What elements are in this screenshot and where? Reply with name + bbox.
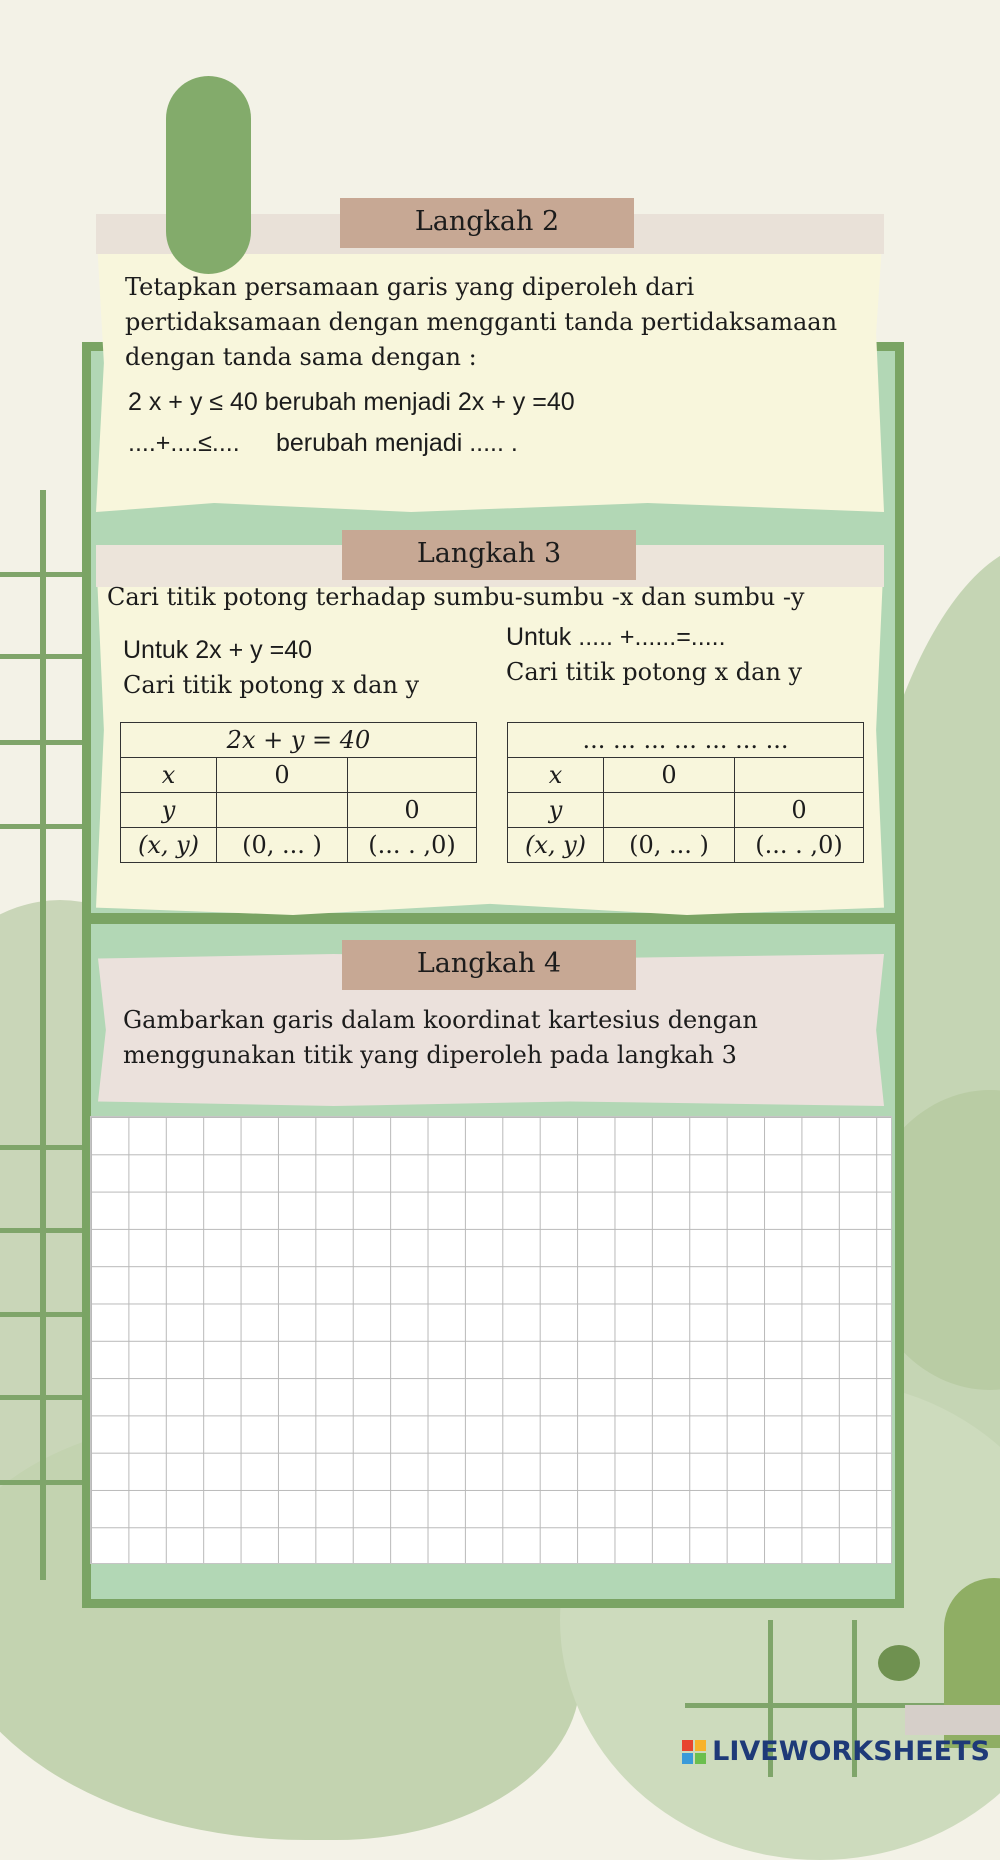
left-table-cell: x [121, 758, 217, 793]
left-table-input-cell[interactable] [348, 758, 477, 793]
liveworksheets-logo[interactable] [682, 1736, 990, 1767]
right-table-title[interactable]: ... ... ... ... ... ... ... [508, 723, 864, 758]
langkah3-title: Langkah 3 [342, 530, 636, 580]
left-equation-label: Untuk 2x + y =40 [123, 636, 313, 664]
langkah2-instruction-line3: dengan tanda sama dengan : [125, 343, 477, 371]
grid-line-decoration [0, 1145, 90, 1150]
grid-line-decoration [0, 1395, 90, 1400]
langkah2-blank-equation[interactable]: berubah menjadi ..... . [276, 429, 518, 457]
right-table-input-cell[interactable]: (0, ... ) [604, 828, 735, 863]
grid-line-decoration [0, 1228, 90, 1233]
left-table-cell: 0 [217, 758, 348, 793]
langkah2-example: 2 x + y ≤ 40 berubah menjadi 2x + y =40 [128, 388, 575, 416]
cactus-pot-decoration [905, 1705, 1000, 1735]
brand-text: LIVEWORKSHEETS [712, 1736, 990, 1767]
right-table-input-cell[interactable]: (... . ,0) [735, 828, 864, 863]
cartesian-drawing-grid[interactable] [90, 1116, 892, 1564]
left-table-cell: y [121, 793, 217, 828]
grid-line-decoration [0, 572, 90, 577]
langkah3-intro: Cari titik potong terhadap sumbu-sumbu -x dan sumbu -y [107, 583, 805, 611]
right-instruction: Cari titik potong x dan y [506, 658, 803, 686]
right-equation-blank[interactable]: Untuk ..... +......=..... [506, 623, 726, 651]
table-row [121, 793, 477, 828]
grid-line-decoration [0, 654, 90, 659]
section-divider [82, 913, 904, 924]
right-table-cell: 0 [604, 758, 735, 793]
langkah4-instruction-line2: menggunakan titik yang diperoleh pada langkah 3 [123, 1041, 737, 1069]
table-row [121, 758, 477, 793]
grid-line-decoration [0, 740, 90, 745]
grid-line-decoration [0, 1480, 90, 1485]
left-table-title: 2x + y = 40 [121, 723, 477, 758]
table-row [508, 793, 864, 828]
right-table-cell: x [508, 758, 604, 793]
langkah4-instruction-line1: Gambarkan garis dalam koordinat kartesius dengan [123, 1006, 758, 1034]
right-table-cell: 0 [735, 793, 864, 828]
right-table-input-cell[interactable] [735, 758, 864, 793]
grid-line-decoration [0, 1312, 90, 1317]
right-table-cell: y [508, 793, 604, 828]
langkah2-instruction-line1: Tetapkan persamaan garis yang diperoleh dari [125, 273, 695, 301]
left-table-input-cell[interactable]: (... . ,0) [348, 828, 477, 863]
langkah2-title: Langkah 2 [340, 198, 634, 248]
right-table-input-cell[interactable] [604, 793, 735, 828]
table-row [508, 758, 864, 793]
left-table-cell: 0 [348, 793, 477, 828]
langkah4-title: Langkah 4 [342, 940, 636, 990]
left-table-input-cell[interactable]: (0, ... ) [217, 828, 348, 863]
table-row [508, 828, 864, 863]
right-table-cell: (x, y) [508, 828, 604, 863]
left-table-input-cell[interactable] [217, 793, 348, 828]
left-table-cell: (x, y) [121, 828, 217, 863]
table-row [121, 828, 477, 863]
liveworksheets-icon [682, 1740, 706, 1764]
left-instruction: Cari titik potong x dan y [123, 671, 420, 699]
right-intercept-table [507, 722, 864, 863]
left-intercept-table [120, 722, 477, 863]
langkah2-blank-inequality[interactable]: ....+....≤.... [128, 429, 240, 457]
grid-line-decoration [0, 824, 90, 829]
cactus-decoration [878, 1645, 920, 1681]
folder-tab [166, 76, 251, 274]
langkah2-instruction-line2: pertidaksamaan dengan mengganti tanda pertidaksamaan [125, 308, 838, 336]
